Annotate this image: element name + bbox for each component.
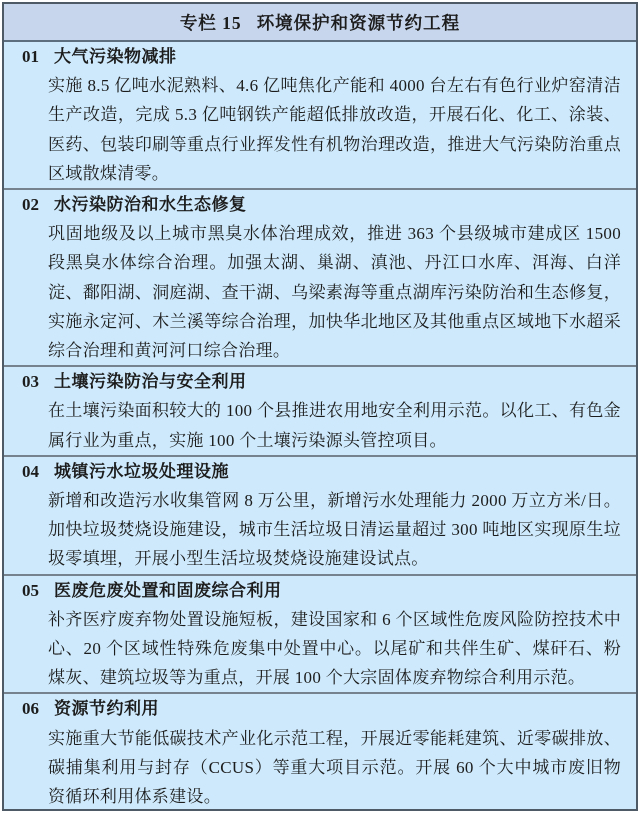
section-body: 补齐医疗废弃物处置设施短板，建设国家和 6 个区域性危废风险防控技术中心、20 个区域性特殊危废集中处置中心。以尾矿和共伴生矿、煤矸石、粉煤灰、建筑垃圾等为重点，开展 100 个大宗固体废弃物综合利用示范。 bbox=[48, 609, 621, 688]
section-body: 新增和改造污水收集管网 8 万公里，新增污水处理能力 2000 万立方米/日。加快垃圾焚烧设施建设，城市生活垃圾日清运量超过 300 吨地区实现原生垃圾零填埋，开展小型生活垃圾焚烧设施建设试点。 bbox=[48, 491, 621, 569]
section-body: 在土壤污染面积较大的 100 个县推进农用地安全利用示范。以化工、有色金属行业为重点，实施 100 个土壤污染源头管控项目。 bbox=[48, 401, 621, 450]
section-heading-row bbox=[22, 694, 621, 723]
box-title: 环境保护和资源节约工程 bbox=[256, 12, 461, 33]
section-03 bbox=[4, 365, 636, 455]
section-number: 02 bbox=[22, 195, 39, 215]
section-body: 实施重大节能低碳技术产业化示范工程，开展近零能耗建筑、近零碳排放、碳捕集利用与封存（CCUS）等重大项目示范。开展 60 个大中城市废旧物资循环利用体系建设。 bbox=[48, 728, 621, 807]
section-number: 06 bbox=[22, 699, 39, 719]
section-number: 04 bbox=[22, 461, 39, 481]
section-body: 巩固地级及以上城市黑臭水体治理成效，推进 363 个县级城市建成区 1500 段黑臭水体综合治理。加强太湖、巢湖、滇池、丹江口水库、洱海、白洋淀、鄱阳湖、洞庭湖、查干湖、乌梁素海等重点湖库污染防治和生态修复，实施永定河、木兰溪等综合治理，加快华北地区及其他重点区域地下水超采综合治理和黄河河口综合治理。 bbox=[48, 224, 621, 361]
section-body: 实施 8.5 亿吨水泥熟料、4.6 亿吨焦化产能和 4000 台左右有色行业炉窑清洁生产改造，完成 5.3 亿吨钢铁产能超低排放改造，开展石化、化工、涂装、医药、包装印刷等重点行业挥发性有机物治理改造，推进大气污染防治重点区域散煤清零。 bbox=[48, 76, 621, 183]
section-heading-row bbox=[22, 190, 621, 219]
section-number: 05 bbox=[22, 580, 39, 600]
box15-panel bbox=[2, 2, 638, 811]
section-01 bbox=[4, 42, 636, 188]
section-heading-row bbox=[22, 367, 621, 396]
section-heading: 资源节约利用 bbox=[54, 699, 159, 719]
section-number: 01 bbox=[22, 47, 39, 66]
section-heading-row bbox=[22, 576, 621, 605]
section-heading: 医废危废处置和固废综合利用 bbox=[54, 580, 282, 600]
section-heading: 水污染防治和水生态修复 bbox=[54, 195, 247, 215]
section-02 bbox=[4, 188, 636, 365]
section-heading: 城镇污水垃圾处理设施 bbox=[54, 461, 229, 481]
section-heading-row bbox=[22, 457, 621, 486]
box-label: 专栏 15 bbox=[179, 12, 242, 33]
box-header bbox=[4, 4, 636, 42]
section-04 bbox=[4, 455, 636, 574]
section-heading-row bbox=[22, 42, 621, 71]
section-number: 03 bbox=[22, 372, 39, 392]
section-heading: 大气污染物减排 bbox=[54, 47, 177, 66]
section-05 bbox=[4, 574, 636, 693]
section-06 bbox=[4, 692, 636, 811]
section-heading: 土壤污染防治与安全利用 bbox=[54, 372, 247, 392]
